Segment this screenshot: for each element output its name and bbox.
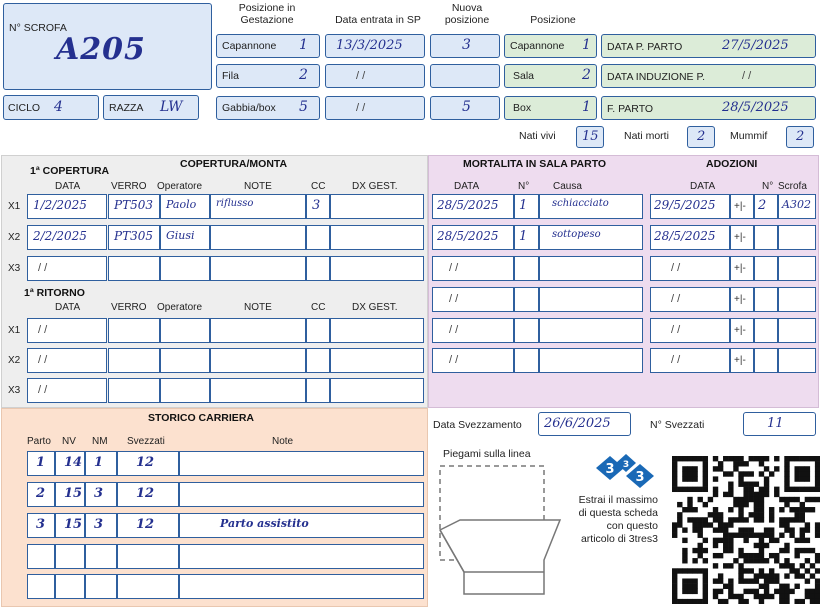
adoption-sign-cell[interactable] <box>730 194 754 219</box>
career-col-notes: Note <box>272 436 294 447</box>
adoption-sign-value: +|- <box>734 294 746 305</box>
career-nv-value: 14 <box>64 455 83 470</box>
first-service-operator-value: Paolo <box>166 198 197 211</box>
service-col-date: DATA <box>55 181 81 192</box>
position-capannone-label: Capannone <box>510 40 565 52</box>
gestation-date-header: Data entrata in SP <box>335 14 421 26</box>
career-nv-cell[interactable] <box>55 544 85 569</box>
first-service-boar-cell[interactable] <box>108 225 160 250</box>
gestation-gabbia[interactable] <box>216 96 320 120</box>
adoption-date-value: 29/5/2025 <box>654 198 716 212</box>
position-box-value: 1 <box>582 99 591 115</box>
return-operator-cell[interactable] <box>160 378 210 403</box>
career-weaned-cell[interactable] <box>117 451 179 476</box>
weaned-count-label: N° Svezzati <box>650 419 705 431</box>
career-nm-value: 3 <box>94 517 104 532</box>
return-col-operator: Operatore <box>157 302 203 313</box>
breed-box[interactable] <box>103 95 199 120</box>
adoption-date-cell[interactable] <box>650 194 730 219</box>
cycle-label: CICLO <box>8 102 41 114</box>
first-service-date-cell[interactable] <box>27 225 107 250</box>
adoption-date-value: / / <box>671 324 681 336</box>
career-nm-cell[interactable] <box>85 544 117 569</box>
gestation-capannone-label: Capannone <box>222 40 277 52</box>
sow-number-box <box>3 3 212 90</box>
career-parto-value: 3 <box>36 517 46 532</box>
career-title: STORICO CARRIERA <box>148 412 254 424</box>
first-service-notes-cell[interactable] <box>210 256 306 281</box>
return-title: 1ª RITORNO <box>24 287 85 299</box>
adoption-date-cell[interactable] <box>650 348 730 373</box>
first-service-boar-value: PT503 <box>114 198 153 212</box>
career-weaned-cell[interactable] <box>117 544 179 569</box>
adoptions-col-sow: Scrofa <box>778 181 807 192</box>
gestation-gabbia-label: Gabbia/box <box>222 102 276 114</box>
first-service-operator-cell[interactable] <box>160 194 210 219</box>
gestation-date-1-value: 13/3/2025 <box>336 38 403 53</box>
adoption-date-cell[interactable] <box>650 287 730 312</box>
first-service-row-label: X2 <box>8 232 21 243</box>
gestation-position-header: Posizione in Gestazione <box>238 2 296 26</box>
career-parto-cell[interactable] <box>27 544 55 569</box>
adoption-sign-value: +|- <box>734 263 746 274</box>
career-notes-cell[interactable] <box>179 544 424 569</box>
mummified-label: Mummif <box>730 130 768 142</box>
mortality-date-cell[interactable] <box>432 287 514 312</box>
adoption-date-value: / / <box>671 293 681 305</box>
gestation-fila-value: 2 <box>299 67 308 83</box>
return-row-label: X1 <box>8 325 21 336</box>
career-nv-cell[interactable] <box>55 451 85 476</box>
promo-text: Estrai il massimo di questa scheda con questo articolo di 3tres3 <box>578 494 658 545</box>
career-parto-cell[interactable] <box>27 513 55 538</box>
adoption-n-cell[interactable] <box>754 287 778 312</box>
stillborn-box[interactable] <box>687 126 715 148</box>
adoption-n-cell[interactable] <box>754 318 778 343</box>
return-cc-cell[interactable] <box>306 318 330 343</box>
career-weaned-value: 12 <box>136 517 155 532</box>
cycle-value: 4 <box>54 99 63 115</box>
stillborn-value: 2 <box>697 129 706 144</box>
mortality-cause-value: sottopeso <box>552 229 601 240</box>
adoption-sow-cell[interactable] <box>778 194 816 219</box>
career-parto-value: 1 <box>36 455 46 470</box>
first-service-operator-value: Giusi <box>166 229 195 242</box>
logo-digit-1: 3 <box>605 462 615 477</box>
weaned-count-value: 11 <box>767 416 784 431</box>
career-nv-value: 15 <box>64 517 83 532</box>
position-box-label: Box <box>513 102 532 114</box>
first-service-operator-cell[interactable] <box>160 256 210 281</box>
adoption-date-value: / / <box>671 354 681 366</box>
mummified-box[interactable] <box>786 126 814 148</box>
return-boar-cell[interactable] <box>108 378 160 403</box>
mortality-col-date: DATA <box>454 181 480 192</box>
farrowing-date[interactable] <box>601 96 816 120</box>
first-service-boar-value: PT305 <box>114 229 153 243</box>
first-service-row-label: X3 <box>8 263 21 274</box>
first-service-cc-cell[interactable] <box>306 256 330 281</box>
fold-diagram-icon <box>430 460 570 606</box>
live-born-box[interactable] <box>576 126 604 148</box>
breed-value: LW <box>160 99 183 115</box>
first-service-dx-cell[interactable] <box>330 194 424 219</box>
mortality-date-cell[interactable] <box>432 194 514 219</box>
return-row-label: X2 <box>8 355 21 366</box>
mortality-n-cell[interactable] <box>514 318 539 343</box>
mortality-n-cell[interactable] <box>514 225 539 250</box>
position-sala-value: 2 <box>582 67 591 83</box>
adoption-sign-cell[interactable] <box>730 287 754 312</box>
career-nm-cell[interactable] <box>85 513 117 538</box>
gestation-date-1[interactable] <box>325 34 425 58</box>
return-col-notes: NOTE <box>244 302 272 313</box>
adoption-sign-value: +|- <box>734 232 746 243</box>
qr-code-icon[interactable] <box>672 456 820 604</box>
gestation-capannone-value: 1 <box>299 37 308 53</box>
service-col-operator: Operatore <box>157 181 203 192</box>
expected-farrowing-label: DATA P. PARTO <box>607 41 683 53</box>
mortality-date-value: / / <box>449 293 459 305</box>
fold-label: Piegami sulla linea <box>443 448 531 460</box>
first-service-title: 1ª COPERTURA <box>30 165 110 177</box>
return-cc-cell[interactable] <box>306 378 330 403</box>
return-date-cell[interactable] <box>27 318 107 343</box>
position-box[interactable] <box>504 96 597 120</box>
gestation-date-2[interactable] <box>325 64 425 88</box>
mortality-date-value: / / <box>449 262 459 274</box>
return-notes-cell[interactable] <box>210 378 306 403</box>
first-service-cc-cell[interactable] <box>306 194 330 219</box>
weaning-date-box[interactable] <box>538 412 631 436</box>
adoption-sign-cell[interactable] <box>730 225 754 250</box>
service-col-notes: NOTE <box>244 181 272 192</box>
sow-number-label: N° SCROFA <box>9 22 67 34</box>
career-col-weaned: Svezzati <box>127 436 165 447</box>
mortality-cause-cell[interactable] <box>539 287 643 312</box>
adoption-sow-cell[interactable] <box>778 225 816 250</box>
mortality-col-n: N° <box>518 181 530 192</box>
first-service-date-cell[interactable] <box>27 194 107 219</box>
gestation-new-3-value: 5 <box>462 99 471 115</box>
adoption-date-cell[interactable] <box>650 225 730 250</box>
return-date-value: / / <box>38 324 48 336</box>
career-weaned-cell[interactable] <box>117 574 179 599</box>
induction-date[interactable] <box>601 64 816 88</box>
cycle-box[interactable] <box>3 95 99 120</box>
career-nm-value: 3 <box>94 486 104 501</box>
career-notes-cell[interactable] <box>179 513 424 538</box>
return-col-cc: CC <box>311 302 326 313</box>
return-date-value: / / <box>38 354 48 366</box>
mortality-date-cell[interactable] <box>432 225 514 250</box>
mortality-date-cell[interactable] <box>432 348 514 373</box>
return-notes-cell[interactable] <box>210 318 306 343</box>
return-date-cell[interactable] <box>27 378 107 403</box>
mortality-n-cell[interactable] <box>514 287 539 312</box>
adoption-n-cell[interactable] <box>754 225 778 250</box>
mortality-date-value: / / <box>449 324 459 336</box>
return-col-dx: DX GEST. <box>352 302 398 313</box>
career-nm-cell[interactable] <box>85 451 117 476</box>
service-col-dx: DX GEST. <box>352 181 398 192</box>
mortality-n-cell[interactable] <box>514 348 539 373</box>
gestation-new-header: Nuova posizione <box>444 2 490 26</box>
mortality-title: MORTALITA IN SALA PARTO <box>463 158 607 170</box>
first-service-boar-cell[interactable] <box>108 194 160 219</box>
career-parto-cell[interactable] <box>27 482 55 507</box>
return-dx-cell[interactable] <box>330 318 424 343</box>
induction-label: DATA INDUZIONE P. <box>607 71 706 83</box>
first-service-date-value: 1/2/2025 <box>33 198 87 212</box>
gestation-new-2[interactable] <box>430 64 500 88</box>
adoption-sign-value: +|- <box>734 325 746 336</box>
return-cc-cell[interactable] <box>306 348 330 373</box>
first-service-notes-cell[interactable] <box>210 194 306 219</box>
first-service-cc-value: 3 <box>312 198 321 213</box>
position-capannone-value: 1 <box>582 37 591 53</box>
gestation-date-3[interactable] <box>325 96 425 120</box>
return-col-date: DATA <box>55 302 81 313</box>
adoption-sign-cell[interactable] <box>730 318 754 343</box>
return-row-label: X3 <box>8 385 21 396</box>
adoptions-col-date: DATA <box>690 181 716 192</box>
farrowing-value: 28/5/2025 <box>722 100 789 115</box>
mortality-n-value: 1 <box>519 229 528 244</box>
mortality-col-cause: Causa <box>553 181 582 192</box>
live-born-label: Nati vivi <box>519 130 556 142</box>
return-dx-cell[interactable] <box>330 348 424 373</box>
logo-digit-3: 3 <box>635 470 645 485</box>
adoption-date-value: / / <box>671 262 681 274</box>
return-date-value: / / <box>38 384 48 396</box>
career-col-nm: NM <box>92 436 108 447</box>
gestation-date-2-value: / / <box>356 70 366 82</box>
weaning-date-value: 26/6/2025 <box>544 416 611 431</box>
career-parto-cell[interactable] <box>27 451 55 476</box>
career-nv-cell[interactable] <box>55 482 85 507</box>
position-capannone[interactable] <box>504 34 597 58</box>
mortality-cause-cell[interactable] <box>539 348 643 373</box>
first-service-date-cell[interactable] <box>27 256 107 281</box>
mortality-date-cell[interactable] <box>432 318 514 343</box>
position-sala-label: Sala <box>513 70 535 82</box>
return-boar-cell[interactable] <box>108 348 160 373</box>
farrowing-label: F. PARTO <box>607 103 654 115</box>
mortality-date-cell[interactable] <box>432 256 514 281</box>
mortality-cause-cell[interactable] <box>539 318 643 343</box>
first-service-cc-cell[interactable] <box>306 225 330 250</box>
first-service-date-value: 2/2/2025 <box>33 229 87 243</box>
induction-value: / / <box>742 70 752 82</box>
return-operator-cell[interactable] <box>160 348 210 373</box>
live-born-value: 15 <box>582 129 599 144</box>
mortality-n-cell[interactable] <box>514 194 539 219</box>
adoption-date-cell[interactable] <box>650 318 730 343</box>
adoption-sow-cell[interactable] <box>778 318 816 343</box>
career-nm-cell[interactable] <box>85 574 117 599</box>
mortality-n-cell[interactable] <box>514 256 539 281</box>
service-col-cc: CC <box>311 181 326 192</box>
mortality-cause-cell[interactable] <box>539 225 643 250</box>
career-parto-cell[interactable] <box>27 574 55 599</box>
gestation-fila[interactable] <box>216 64 320 88</box>
mortality-cause-value: schiacciato <box>552 198 609 209</box>
career-notes-cell[interactable] <box>179 451 424 476</box>
return-col-boar: VERRO <box>111 302 147 313</box>
adoption-sign-cell[interactable] <box>730 348 754 373</box>
career-weaned-value: 12 <box>136 455 155 470</box>
stillborn-label: Nati morti <box>624 130 669 142</box>
first-service-row-label: X1 <box>8 201 21 212</box>
service-main-title: COPERTURA/MONTA <box>180 158 288 170</box>
adoption-sow-cell[interactable] <box>778 348 816 373</box>
career-notes-value: Parto assistito <box>220 517 309 530</box>
logo-digit-2: 3 <box>622 460 630 470</box>
career-nm-value: 1 <box>94 455 104 470</box>
mortality-cause-cell[interactable] <box>539 256 643 281</box>
career-nv-value: 15 <box>64 486 83 501</box>
first-service-dx-cell[interactable] <box>330 256 424 281</box>
career-notes-cell[interactable] <box>179 574 424 599</box>
career-col-parto: Parto <box>27 436 51 447</box>
weaned-count-box[interactable] <box>743 412 816 436</box>
first-service-dx-cell[interactable] <box>330 225 424 250</box>
return-notes-cell[interactable] <box>210 348 306 373</box>
return-dx-cell[interactable] <box>330 378 424 403</box>
gestation-gabbia-value: 5 <box>299 99 308 115</box>
career-parto-value: 2 <box>36 486 46 501</box>
mortality-date-value: / / <box>449 354 459 366</box>
career-nv-cell[interactable] <box>55 574 85 599</box>
adoptions-title: ADOZIONI <box>706 158 758 170</box>
career-nm-cell[interactable] <box>85 482 117 507</box>
first-service-operator-cell[interactable] <box>160 225 210 250</box>
weaning-date-label: Data Svezzamento <box>433 419 522 431</box>
first-service-date-value: / / <box>38 262 48 274</box>
first-service-notes-cell[interactable] <box>210 225 306 250</box>
breed-label: RAZZA <box>109 102 144 114</box>
adoption-n-cell[interactable] <box>754 256 778 281</box>
adoption-sow-value: A302 <box>782 198 811 211</box>
adoption-n-value: 2 <box>758 198 767 213</box>
expected-farrowing-date[interactable] <box>601 34 816 58</box>
position-header: Posizione <box>530 14 576 26</box>
adoption-n-cell[interactable] <box>754 194 778 219</box>
position-sala[interactable] <box>504 64 597 88</box>
gestation-date-3-value: / / <box>356 102 366 114</box>
mortality-n-value: 1 <box>519 198 528 213</box>
mummified-value: 2 <box>796 129 805 144</box>
return-date-cell[interactable] <box>27 348 107 373</box>
sow-number-value[interactable]: A205 <box>56 32 146 67</box>
adoption-sow-cell[interactable] <box>778 256 816 281</box>
career-nv-cell[interactable] <box>55 513 85 538</box>
career-weaned-cell[interactable] <box>117 513 179 538</box>
gestation-new-1-value: 3 <box>462 37 471 53</box>
career-col-nv: NV <box>62 436 76 447</box>
gestation-capannone[interactable] <box>216 34 320 58</box>
mortality-cause-cell[interactable] <box>539 194 643 219</box>
service-col-boar: VERRO <box>111 181 147 192</box>
career-weaned-value: 12 <box>136 486 155 501</box>
adoption-date-value: 28/5/2025 <box>654 229 716 243</box>
adoption-n-cell[interactable] <box>754 348 778 373</box>
career-notes-cell[interactable] <box>179 482 424 507</box>
gestation-new-1[interactable] <box>430 34 500 58</box>
adoption-sow-cell[interactable] <box>778 287 816 312</box>
gestation-new-3[interactable] <box>430 96 500 120</box>
mortality-date-value: 28/5/2025 <box>437 229 499 243</box>
adoption-sign-value: +|- <box>734 201 746 212</box>
expected-farrowing-value: 27/5/2025 <box>722 38 789 53</box>
first-service-notes-value: riflusso <box>216 198 254 209</box>
adoptions-col-n: N° <box>762 181 774 192</box>
return-operator-cell[interactable] <box>160 318 210 343</box>
career-weaned-cell[interactable] <box>117 482 179 507</box>
gestation-fila-label: Fila <box>222 70 239 82</box>
return-boar-cell[interactable] <box>108 318 160 343</box>
mortality-date-value: 28/5/2025 <box>437 198 499 212</box>
adoption-date-cell[interactable] <box>650 256 730 281</box>
adoption-sign-value: +|- <box>734 355 746 366</box>
first-service-boar-cell[interactable] <box>108 256 160 281</box>
3tres3-logo-icon <box>594 454 656 494</box>
adoption-sign-cell[interactable] <box>730 256 754 281</box>
